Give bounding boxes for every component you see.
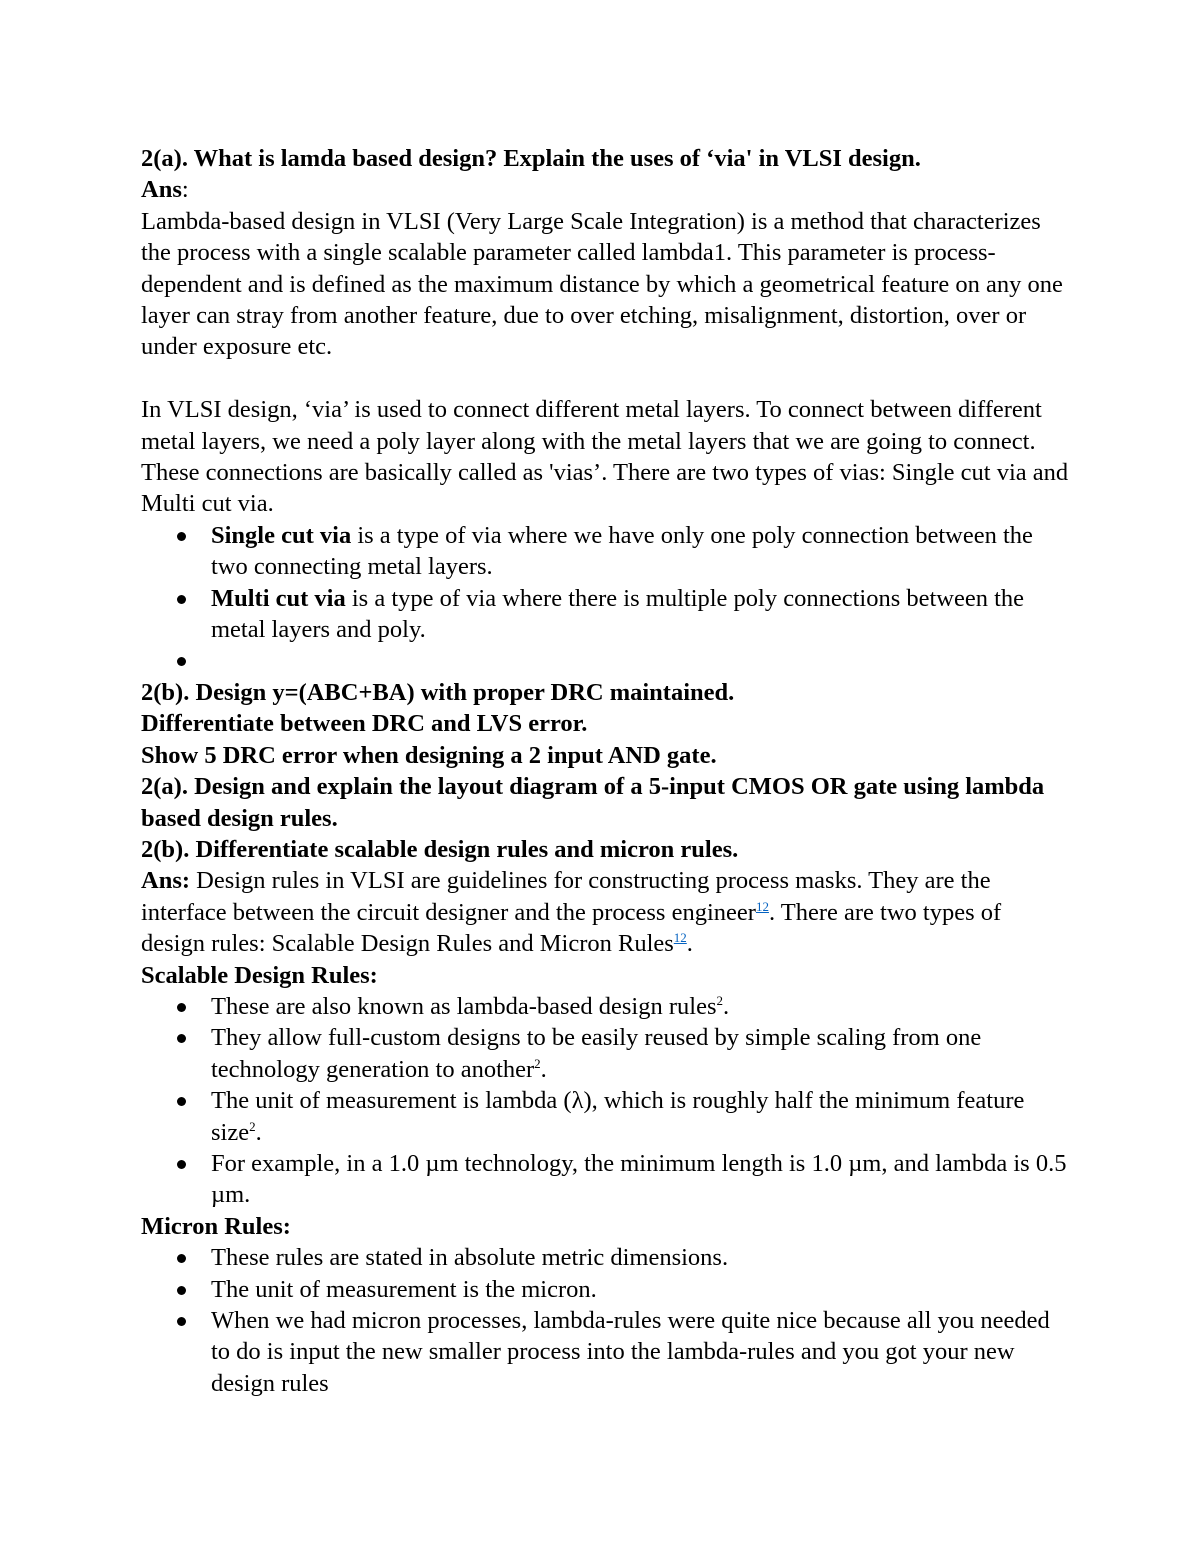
bullet-icon (177, 532, 186, 541)
question-line: Differentiate between DRC and LVS error. (141, 710, 588, 738)
list-item-text: These rules are stated in absolute metric dimensions. (211, 1244, 729, 1272)
list-item (141, 1148, 1071, 1211)
list-item (141, 1085, 1071, 1148)
bullet-icon (177, 657, 186, 666)
list-item-text: They allow full-custom designs to be easily reused by simple scaling from one technology generation to another (211, 1024, 982, 1083)
bullet-icon (177, 1160, 186, 1169)
bullet-icon (177, 1097, 186, 1106)
answer-label: Ans: (141, 867, 191, 895)
list-item (141, 583, 1071, 646)
citation-link[interactable]: 12 (755, 898, 769, 914)
blank-line (141, 363, 1071, 394)
design-rules-answer (141, 865, 1071, 959)
list-item-end: . (540, 1055, 547, 1083)
bullet-icon (177, 1003, 186, 1012)
via-term: Multi cut via (211, 584, 346, 612)
list-item-end: . (723, 992, 730, 1020)
bullet-icon (177, 1317, 186, 1326)
list-item (141, 1022, 1071, 1085)
list-item (141, 520, 1071, 583)
answer-label-colon: : (181, 176, 189, 204)
via-paragraph: In VLSI design, ‘via’ is used to connect different metal layers. To connect between different metal layers, we need a poly layer along with the metal layers that we are going to connect. These connections are basically called as 'vias’. There are two types of vias: Single cut via and Multi cut via. (141, 396, 1069, 518)
citation-ref: 2 (534, 1055, 541, 1071)
answer-label (141, 174, 1071, 205)
answer-label-text: Ans (141, 176, 182, 204)
citation-ref: 2 (716, 992, 723, 1008)
list-item-text: The unit of measurement is lambda (λ), which is roughly half the minimum feature size (211, 1087, 1025, 1146)
answer-text: Design rules in VLSI are guidelines for constructing process masks. They are the interface between the circuit designer and the process engineer (141, 867, 991, 926)
via-description: is a type of via where we have only one poly connection between the two connecting metal layers. (211, 521, 1033, 581)
scalable-rules-list (141, 991, 1071, 1211)
question-line: Show 5 DRC error when designing a 2 input AND gate. (141, 741, 717, 769)
list-item-end: . (255, 1118, 262, 1146)
bullet-icon (177, 1286, 186, 1295)
citation-link[interactable]: 12 (673, 929, 687, 945)
answer-text: . (686, 930, 693, 958)
list-item-text: The unit of measurement is the micron. (211, 1275, 597, 1303)
list-item (141, 1274, 1071, 1305)
question-line: 2(a). Design and explain the layout diagram of a 5-input CMOS OR gate using lambda based design rules. (141, 773, 1045, 832)
micron-rules-heading: Micron Rules: (141, 1212, 291, 1240)
list-item-text: When we had micron processes, lambda-rules were quite nice because all you needed to do is input the new smaller process into the lambda-rules and you got your new design rules (211, 1307, 1050, 1397)
document-page (141, 143, 1071, 1399)
scalable-rules-heading: Scalable Design Rules: (141, 961, 378, 989)
bullet-icon (177, 595, 186, 604)
list-item (141, 1305, 1071, 1399)
question-2a-heading: 2(a). What is lamda based design? Explain the uses of ‘via' in VLSI design. (141, 145, 921, 172)
list-item (141, 645, 1071, 676)
via-types-list (141, 520, 1071, 677)
via-description: is a type of via where there is multiple poly connections between the metal layers and poly. (211, 584, 1025, 644)
list-item-text: These are also known as lambda-based design rules (211, 992, 717, 1020)
lambda-paragraph: Lambda-based design in VLSI (Very Large Scale Integration) is a method that characterizes the process with a single scalable parameter called lambda1. This parameter is process-dependent and is defined as the maximum distance by which a geometrical feature on any one layer can stray from another feature, due to over etching, misalignment, distortion, over or under exposure etc. (141, 207, 1063, 361)
micron-rules-list (141, 1242, 1071, 1399)
list-item (141, 991, 1071, 1022)
bullet-icon (177, 1254, 186, 1263)
list-item (141, 1242, 1071, 1273)
bullet-icon (177, 1034, 186, 1043)
via-term: Single cut via (211, 521, 352, 549)
citation-ref: 2 (249, 1118, 256, 1134)
question-line: 2(b). Differentiate scalable design rules and micron rules. (141, 835, 739, 863)
question-line: 2(b). Design y=(ABC+BA) with proper DRC maintained. (141, 678, 735, 706)
list-item-text: For example, in a 1.0 µm technology, the minimum length is 1.0 µm, and lambda is 0.5 µm. (211, 1149, 1067, 1209)
answer-text: . There are two types of design rules: Scalable Design Rules and Micron Rules (141, 898, 1002, 958)
